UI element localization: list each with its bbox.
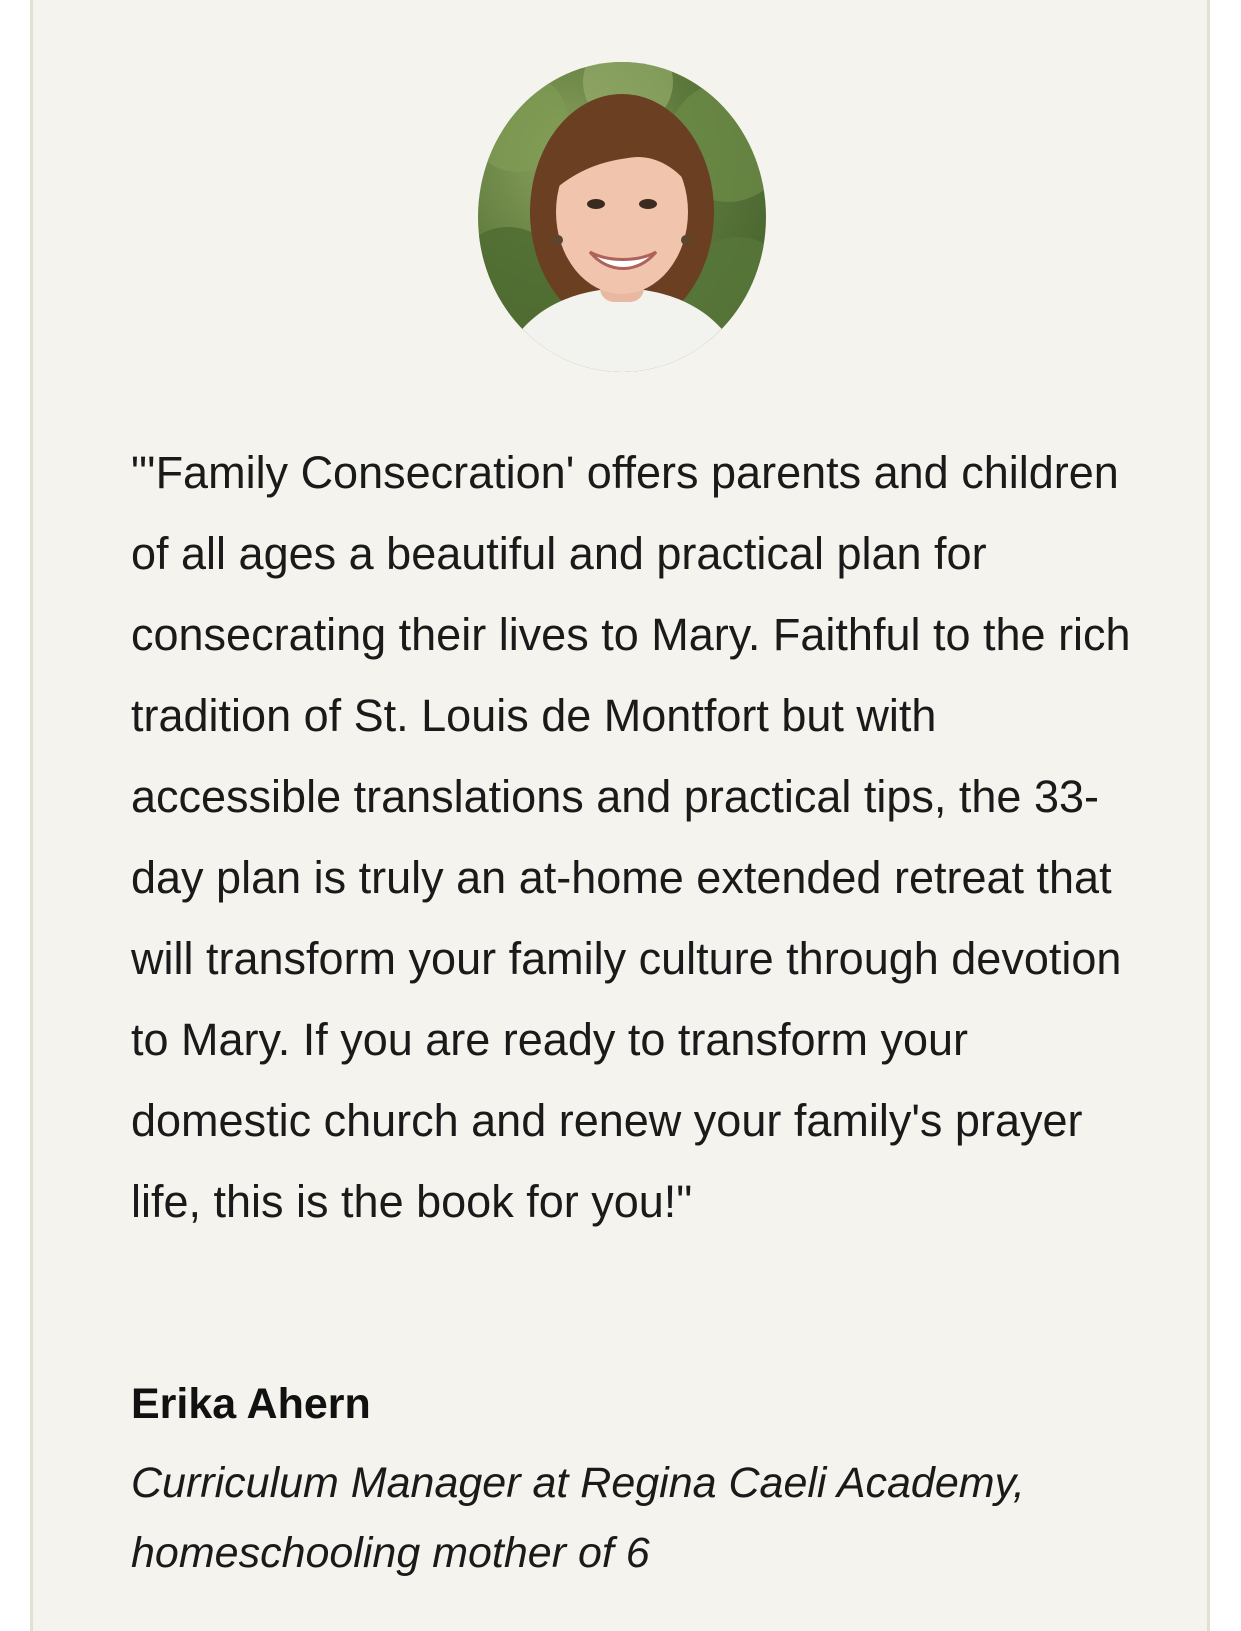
author-name: Erika Ahern <box>131 1380 371 1428</box>
author-role: Curriculum Manager at Regina Caeli Academy, homeschooling mother of 6 <box>131 1459 1025 1577</box>
testimonial-card <box>30 0 1210 1631</box>
testimonial-quote: "'Family Consecration' offers parents and children of all ages a beautiful and practical plan for consecrating their lives to Mary. Faithful to the rich tradition of St. Louis de Montfort but with accessible translations and practical tips, the 33-day plan is truly an at-home extended retreat that will transform your family culture through devotion to Mary. If you are ready to transform your domestic church and renew your family's prayer life, this is the book for you!" <box>131 447 1131 1227</box>
author-avatar <box>478 62 766 372</box>
author-photo-icon <box>478 62 766 372</box>
